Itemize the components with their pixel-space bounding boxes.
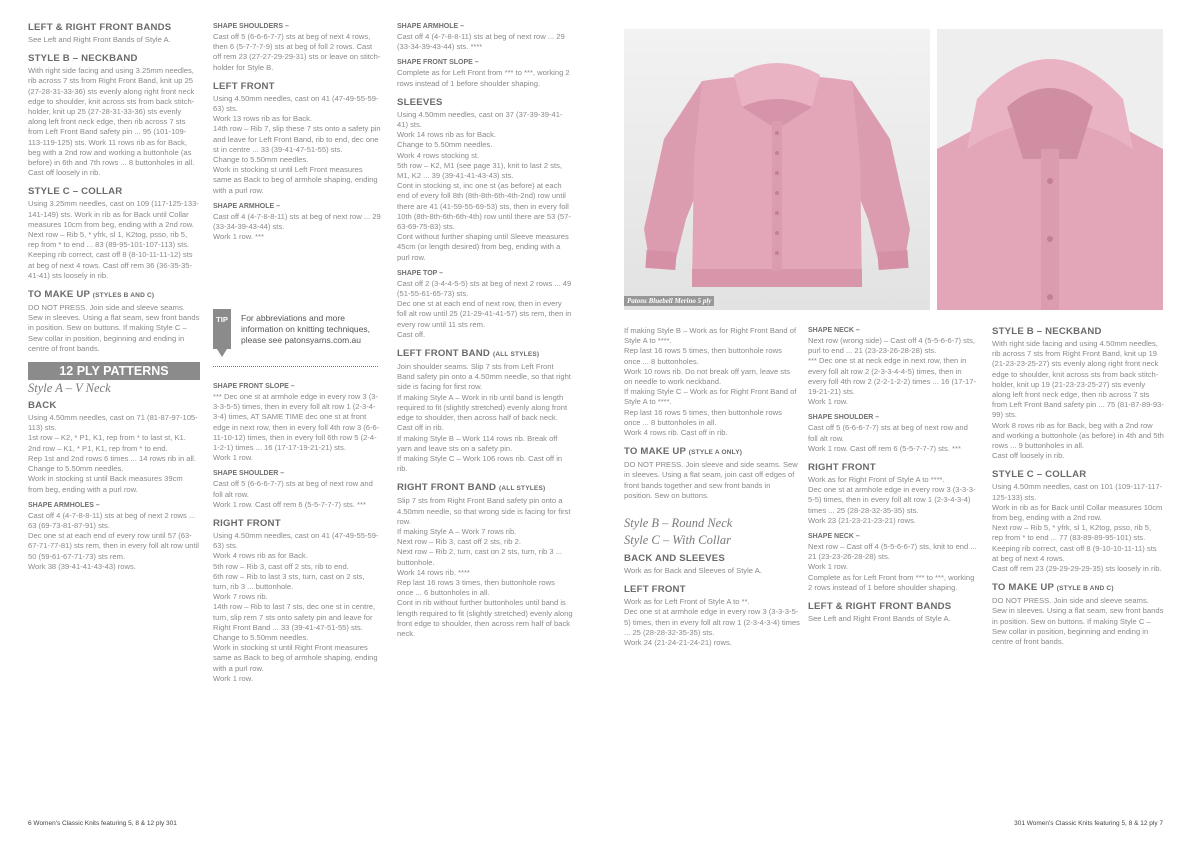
text-armholes: Cast off 4 (4-7-8-8-11) sts at beg of next 2 rows ... 63 (69-73-81-87-91) sts. Dec one st at each end of every row until 57 (63-67-71-77-81) sts rem, then in every foll alt row until 50 (59-61-67-71-73) sts rem. Work 38 (39-41-41-43-43) rows. (28, 510, 199, 571)
column-2 (213, 22, 381, 242)
heading-make-up-bc (992, 582, 1164, 595)
text-make-up-a: DO NOT PRESS. Join sleeve and side seams. Sew in sleeves. Using a flat seam, join cast off edges of front bands together and sew front bands in position. Sew on buttons. (624, 460, 798, 500)
heading-shoulder-b: SHAPE SHOULDER – (808, 414, 880, 422)
heading-right-band (397, 482, 573, 495)
style-a-title: Style A – V Neck (28, 381, 111, 396)
text-bands-b: See Left and Right Front Bands of Style A. (808, 614, 951, 624)
column-6 (992, 326, 1164, 647)
text-front-slope: *** Dec one st at armhole edge in every row 3 (3-3-3-5-5) times, then in every foll alt row 1 (2-3-4-3-4) times, AT SAME TIME dec one st at front edge in next row, then in every foll 4th row 3 (6-6-11-10-12) times, then in every foll 6th row 5 (2-4-1-2-1) times ... 16 (17-17-19-21-21) sts. Work 1 row. (213, 392, 380, 463)
heading-left-front-b: LEFT FRONT (624, 584, 686, 596)
photo-cardigan (624, 29, 930, 310)
text-top: Cast off 2 (3-4-4-5-5) sts at beg of next 2 rows ... 49 (51-55-61-65-73) sts. Dec one st at each end of next row, then in every foll alt row until 25 (21-29-41-41-57) sts rem, then in every row until 11 sts rem. Cast off. (397, 278, 572, 339)
heading-front-bands: LEFT & RIGHT FRONT BANDS (28, 22, 172, 33)
column-5 (808, 326, 978, 624)
section-bar-12-ply: 12 PLY PATTERNS (28, 362, 200, 380)
heading-right-band-title: RIGHT FRONT BAND (397, 482, 497, 494)
text-neckband: With right side facing and using 3.25mm needles, rib across 7 sts from Right Front Band, knit up 25 (27-28-31-33-36) sts evenly along right front neck edge to shoulder, knit across sts from back stitch-holder, knit up 25 (27-28-31-33-36) sts evenly along left front neck edge, then rib across 7 sts from Left Front Band safety pin ... 95 (101-109-113-119-125) sts. Work 11 rows rib as for Back, beg with a 2nd row and working a buttonhole (as before) in 6th and 7th rows ... 8 buttonholes in all. Cast off loosely in rib. (28, 66, 195, 178)
text-right-band-cont: If making Style B – Work as for Right Front Band of Style A to ****. Rep last 16 rows 5 times, then buttonhole rows once ... 8 buttonholes. Work 10 rows rib. Do not break off yarn, leave sts on needle to work neckband. If making Style C – Work as for Right Front Band of Style A to ****. Rep last 16 rows 5 times, then buttonhole rows once ... 8 buttonholes in all. Work 4 rows rib. Cast off in rib. (624, 326, 797, 438)
text-back-sleeves: Work as for Back and Sleeves of Style A. (624, 566, 762, 576)
text-armhole: Cast off 4 (4-7-8-8-11) sts at beg of next row ... 29 (33-34-39-43-44) sts. Work 1 row. *** (213, 211, 381, 242)
heading-make-up-a-sub: (STYLE A ONLY) (688, 449, 743, 457)
heading-make-up (28, 289, 200, 302)
heading-make-up-a-title: TO MAKE UP (624, 446, 686, 458)
column-2-lower (213, 382, 381, 684)
text-collar: Using 3.25mm needles, cast on 109 (117-125-133-141-149) sts. Work in rib as for Back until Collar measures 10cm from beg, ending with a 2nd row. Next row – Rib 5, * yfrk, sl 1, K2tog, psso, rib 5, rep from * to end ... 83 (89-95-101-107-113) sts. Keeping rib correct, cast off 8 (8-10-11-11-12) sts at beg of next 4 rows. Cast off rem 36 (36-35-35-41-41) sts loosely in rib. (28, 199, 199, 280)
photo-caption: Patons Bluebell Merino 5 ply (624, 296, 714, 306)
tip-divider (213, 366, 378, 367)
tip-badge (213, 309, 231, 349)
heading-neck: SHAPE NECK – (808, 327, 860, 334)
text-shoulders: Cast off 5 (6-6-6-7-7) sts at beg of next 4 rows, then 6 (5-7-7-7-9) sts at beg of foll 2 rows. Cast off rem 23 (27-27-29-29-31) sts or leave on stitch-holder for Style B. (213, 32, 381, 72)
heading-right-front-b: RIGHT FRONT (808, 462, 876, 474)
heading-shoulder: SHAPE SHOULDER – (213, 470, 285, 478)
text-front-slope-r: Complete as for Left Front from *** to ***, working 2 rows instead of 1 before shoulder shaping. (397, 68, 570, 88)
heading-right-band-sub: (ALL STYLES) (499, 485, 546, 493)
heading-right-front: RIGHT FRONT (213, 518, 281, 530)
heading-armhole: SHAPE ARMHOLE – (213, 202, 281, 210)
text-neckband-12: With right side facing and using 4.50mm needles, rib across 7 sts from Right Front Band, knit up 19 (21-23-23-25-27) sts evenly along right front neck edge to shoulder, knit across sts from back stitch-holder, knit up 19 (21-23-23-25-27) sts evenly along left front neck edge, then rib across 7 sts from Left Front Band safety pin ... 75 (81-87-89-93-99) sts. Work 8 rows rib as for Back, beg with a 2nd row and working a buttonhole (as before) in 4th and 5th rows ... 9 buttonholes in all. Cast off loosely in rib. (992, 339, 1164, 461)
heading-back-sleeves: BACK AND SLEEVES (624, 553, 725, 565)
heading-top: SHAPE TOP – (397, 269, 444, 277)
heading-bands-b: LEFT & RIGHT FRONT BANDS (808, 601, 952, 613)
text-back: Using 4.50mm needles, cast on 71 (81-87-97-105-113) sts. 1st row – K2, * P1, K1, rep from * to last st, K1. 2nd row – K1, * P1, K1, rep from * to end. Rep 1st and 2nd rows 6 times ... 14 rows rib in all. Change to 5.50mm needles. Work in stocking st until Back measures 39cm from beg, ending with a purl row. (28, 413, 198, 494)
heading-armholes: SHAPE ARMHOLES – (28, 501, 100, 509)
text-sleeves: Using 4.50mm needles, cast on 37 (37-39-39-41-41) sts. Work 14 rows rib as for Back. Change to 5.50mm needles. Work 4 rows stocking st. 5th row – K2, M1 (see page 31), knit to last 2 sts, M1, K2 ... 39 (39-41-41-43-43) sts. Cont in stocking st, inc one st (as before) at each end of every foll 8th (8th-8th-6th-4th-2nd) row until there are 41 (41-59-55-69-53) sts, then in every foll 10th (8th-8th-6th-6th-4th) row until there are 53 (57-63-69-75-83) sts. Cont without further shaping until Sleeve measures 45cm (or length desired) from beg, ending with a purl row. (397, 109, 571, 262)
footer-left: 6 Women's Classic Knits featuring 5, 8 & 12 ply 301 (28, 820, 177, 827)
heading-make-up-title: TO MAKE UP (28, 289, 90, 301)
text-armhole-r: Cast off 4 (4-7-8-8-11) sts at beg of next row ... 29 (33-34-39-43-44) sts. **** (397, 32, 565, 52)
column-4 (624, 326, 800, 648)
text-left-front: Using 4.50mm needles, cast on 41 (47-49-55-59-63) sts. Work 13 rows rib as for Back. 14th row – Rib 7, slip these 7 sts onto a safety pin and leave for Left Front Band, rib to end, dec one st in centre ... 33 (39-41-47-51-55) sts. Change to 5.50mm needles. Work in stocking st until Left Front measures same as Back to beg of armhole shaping, ending with a purl row. (213, 93, 381, 195)
heading-collar-12: STYLE C – COLLAR (992, 469, 1087, 481)
heading-left-front: LEFT FRONT (213, 80, 275, 92)
style-b-title: Style B – Round Neck (624, 516, 733, 531)
heading-make-up-bc-title: TO MAKE UP (992, 582, 1054, 594)
tip-badge-label: TIP (216, 315, 228, 324)
heading-back: BACK (28, 400, 57, 412)
text-shoulder-b: Cast off 5 (6-6-6-7-7) sts at beg of next row and foll alt row. Work 1 row. Cast off rem 6 (5-5-7-7-7) sts. *** (808, 423, 968, 453)
heading-make-up-sub: (STYLES B AND C) (92, 292, 155, 300)
text-make-up: DO NOT PRESS. Join side and sleeve seams. Sew in sleeves. Using a flat seam, sew front bands in position. Sew on buttons. If making Style C – Sew collar in position, beginning and ending in centre of front bands. (28, 303, 200, 353)
heading-left-band-sub: (ALL STYLES) (492, 351, 540, 359)
collar-closeup-illustration (937, 29, 1163, 310)
tip-box (213, 309, 378, 361)
text-make-up-bc: DO NOT PRESS. Join side and sleeve seams. Sew in sleeves. Using a flat seam, sew front bands in position. Sew on buttons. If making Style C – Sew collar in position, beginning and ending in centre of front bands. (992, 596, 1164, 647)
text-right-band: Slip 7 sts from Right Front Band safety pin onto a 4.50mm needle, so that wrong side is facing for first row. If making Style A – Work 7 rows rib. Next row – Rib 3, cast off 2 sts, rib 2. Next row – Rib 2, turn, cast on 2 sts, turn, rib 3 ... buttonhole. Work 14 rows rib. **** Rep last 16 rows 3 times, then buttonhole rows once ... 6 buttonholes in all. Cont in rib without further buttonholes until band is length required to fit (slightly stretched) evenly along front edge to shoulder, then across rem half of back neck. (397, 496, 573, 638)
text-shoulder: Cast off 5 (6-6-6-7-7) sts at beg of next row and foll alt row. Work 1 row. Cast off rem 6 (5-5-7-7-7) sts. *** (213, 479, 373, 509)
heading-sleeves: SLEEVES (397, 96, 443, 108)
text-left-front-b: Work as for Left Front of Style A to **. Dec one st at armhole edge in every row 3 (3-3-3-5-5) times, then in every foll alt row 1 (2-3-4-3-4) times ... 25 (28-28-32-35-35) sts. Work 24 (21-24-21-24-21) rows. (624, 597, 800, 648)
text-front-bands: See Left and Right Front Bands of Style A. (28, 35, 171, 44)
footer-right: 301 Women's Classic Knits featuring 5, 8 & 12 ply 7 (1014, 820, 1163, 827)
heading-left-band (397, 348, 573, 361)
heading-make-up-bc-sub: (STYLE B AND C) (1056, 585, 1114, 593)
column-1 (28, 22, 200, 572)
text-left-band: Join shoulder seams. Slip 7 sts from Left Front Band safety pin onto a 4.50mm needle, so that right side is facing for first row. If making Style A – Work in rib until band is length required to fit (slightly stretched) evenly along front edge to shoulder, then across half of back neck. Cast off in rib. If making Style B – Work 114 rows rib. Break off yarn and leave sts on a safety pin. If making Style C – Work 106 rows rib. Cast off in rib. (397, 362, 571, 474)
heading-neckband: STYLE B – NECKBAND (28, 53, 138, 65)
style-c-title: Style C – With Collar (624, 533, 731, 548)
heading-left-band-title: LEFT FRONT BAND (397, 348, 491, 360)
heading-armhole-r: SHAPE ARMHOLE – (397, 23, 465, 30)
text-neck-r: Next row – Cast off 4 (5-5-6-6-7) sts, knit to end ... 21 (23-23-26-28-28) sts. Work 1 row. Complete as for Left Front from *** to ***, working 2 rows instead of 1 before shoulder shaping. (808, 542, 977, 592)
heading-neck-r: SHAPE NECK – (808, 533, 860, 541)
heading-neckband-12: STYLE B – NECKBAND (992, 326, 1102, 337)
heading-front-slope: SHAPE FRONT SLOPE – (213, 383, 295, 390)
text-right-front-b: Work as for Right Front of Style A to ****. Dec one st at armhole edge in every row 3 (3-3-3-5-5) times, then in every foll alt row 1 (2-3-4-3-4) times ... 25 (28-28-32-35-35) sts. Work 23 (21-23-21-23-21) rows. (808, 475, 976, 525)
text-collar-12: Using 4.50mm needles, cast on 101 (109-117-117-125-133) sts. Work in rib as for Back until Collar measures 10cm from beg, ending with a 2nd row. Next row – Rib 5, * yfrk, sl 1, K2tog, psso, rib 5, rep from * to end ... 77 (83-89-89-95-101) sts. Keeping rib correct, cast off 8 (9-10-10-11-11) sts at beg of next 4 rows. Cast off rem 23 (29-29-29-29-35) sts loosely in rib. (992, 482, 1163, 574)
cardigan-illustration (624, 29, 930, 310)
heading-front-slope-r: SHAPE FRONT SLOPE – (397, 59, 479, 67)
column-3 (397, 22, 573, 639)
text-neck: Next row (wrong side) – Cast off 4 (5-5-6-6-7) sts, purl to end ... 21 (23-23-26-28-28) sts. *** Dec one st at neck edge in next row, then in every foll alt row 2 (2-3-3-4-4-5) times, then in every foll 4th row 2 (2-2-1-2-2) times ... 16 (17-17-19-21-21) sts. Work 1 row. (808, 336, 976, 407)
photo-collar-closeup (937, 29, 1163, 310)
tip-text: For abbreviations and more information on knitting techniques, please see patonsyarns.com.au (241, 313, 370, 345)
heading-make-up-a (624, 446, 800, 459)
heading-collar: STYLE C – COLLAR (28, 186, 123, 198)
text-right-front: Using 4.50mm needles, cast on 41 (47-49-55-59-63) sts. Work 4 rows rib as for Back. 5th row – Rib 3, cast off 2 sts, rib to end. 6th row – Rib to last 3 sts, turn, cast on 2 sts, turn, rib 3 ... buttonhole. Work 7 rows rib. 14th row – Rib to last 7 sts, dec one st in centre, turn, slip rem 7 sts onto safety pin and leave for Right Front Band ... 33 (39-41-47-51-55) sts. Change to 5.50mm needles. Work in stocking st until Right Front measures same as Back to beg of armhole shaping, ending with a purl row. Work 1 row. (213, 531, 379, 683)
heading-shoulders: SHAPE SHOULDERS – (213, 23, 289, 30)
